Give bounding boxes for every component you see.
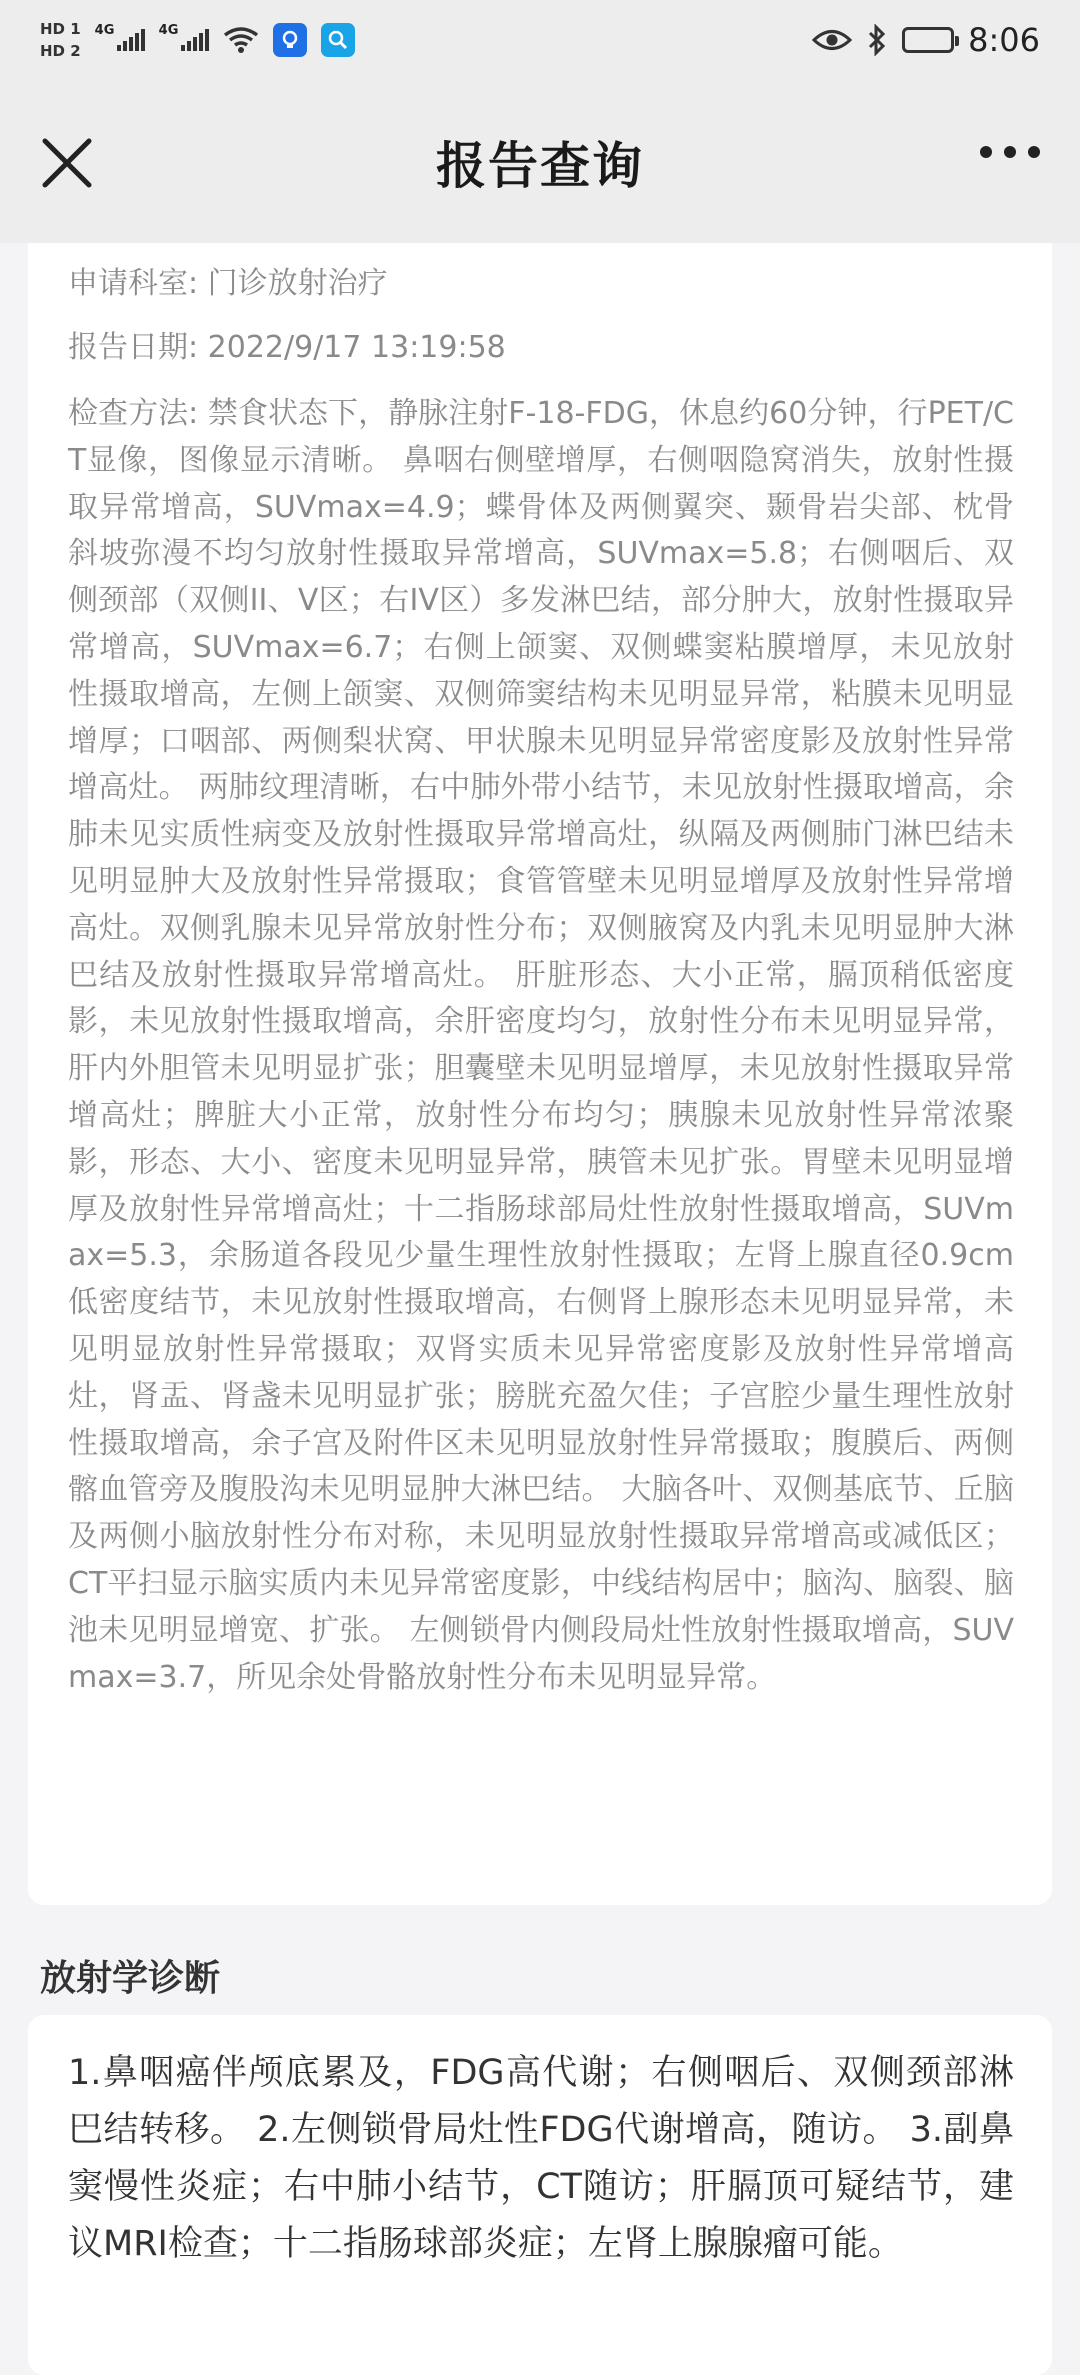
signal-1-icon [94, 23, 145, 51]
close-icon[interactable] [40, 136, 94, 190]
signal-2-icon [158, 23, 209, 51]
signal-2-label: 4G [158, 23, 179, 38]
page-title: 报告查询 [436, 136, 644, 195]
status-time: 8:06 [968, 21, 1040, 59]
diagnosis-card [28, 2015, 1052, 2375]
nav-bar [0, 80, 1080, 243]
status-right [812, 21, 1040, 59]
wifi-icon [223, 26, 259, 54]
hd1-badge: HD 1 [40, 20, 81, 38]
department-label: 申请科室: [68, 266, 199, 301]
bluetooth-icon [866, 24, 888, 56]
diagnosis-section-title: 放射学诊断 [40, 1958, 221, 1999]
more-icon[interactable] [980, 146, 1040, 158]
department-value: 门诊放射治疗 [207, 266, 388, 301]
diagnosis-text: 1.鼻咽癌伴颅底累及，FDG高代谢；右侧咽后、双侧颈部淋巴结转移。 2.左侧锁骨局灶性FDG代谢增高，随访。 3.副鼻窦慢性炎症；右中肺小结节，CT随访；肝膈顶可疑结节，建议MRI检查；十二指肠球部炎症；左肾上腺腺瘤可能。 [68, 2053, 1014, 2264]
eye-icon [812, 27, 852, 53]
exam-method-label: 检查方法: [68, 396, 199, 431]
search-app-icon [321, 23, 355, 57]
exam-method-body: 禁食状态下，静脉注射F-18-FDG，休息约60分钟，行PET/CT显像，图像显示清晰。 鼻咽右侧壁增厚，右侧咽隐窝消失，放射性摄取异常增高，SUVmax=4.9；蝶骨体及两侧翼突、颞骨岩尖部、枕骨斜坡弥漫不均匀放射性摄取异常增高，SUVmax=5.8；右侧咽后、双侧颈部（双侧II、V区；右IV区）多发淋巴结，部分肿大，放射性摄取异常增高，SUVmax=6.7；右侧上颌窦、双侧蝶窦粘膜增厚，未见放射性摄取增高，左侧上颌窦、双侧筛窦结构未见明显异常，粘膜未见明显增厚；口咽部、两侧梨状窝、甲状腺未见明显异常密度影及放射性异常增高灶。 两肺纹理清晰，右中肺外带小结节，未见放射性摄取增高，余肺未见实质性病变及放射性摄取异常增高灶，纵隔及两侧肺门淋巴结未见明显肿大及放射性异常摄取；食管管壁未见明显增厚及放射性异常增高灶。双侧乳腺未见异常放射性分布；双侧腋窝及内乳未见明显肿大淋巴结及放射性摄取异常增高灶。 肝脏形态、大小正常，膈顶稍低密度影，未见放射性摄取增高，余肝密度均匀，放射性分布未见明显异常，肝内外胆管未见明显扩张；胆囊壁未见明显增厚，未见放射性摄取异常增高灶；脾脏大小正常，放射性分布均匀；胰腺未见放射性异常浓聚影，形态、大小、密度未见明显异常，胰管未见扩张。胃壁未见明显增厚及放射性异常增高灶；十二指肠球部局灶性放射性摄取增高，SUVmax=5.3，余肠道各段见少量生理性放射性摄取；左肾上腺直径0.9cm低密度结节，未见放射性摄取增高，右侧肾上腺形态未见明显异常，未见明显放射性异常摄取；双肾实质未见异常密度影及放射性异常增高灶，肾盂、肾盏未见明显扩张；膀胱充盈欠佳；子宫腔少量生理性放射性摄取增高，余子宫及附件区未见明显放射性异常摄取；腹膜后、两侧髂血管旁及腹股沟未见明显肿大淋巴结。 大脑各叶、双侧基底节、丘脑及两侧小脑放射性分布对称，未见明显放射性摄取异常增高或减低区；CT平扫显示脑实质内未见异常密度影，中线结构居中；脑沟、脑裂、脑池未见明显增宽、扩张。 左侧锁骨内侧段局灶性放射性摄取增高，SUVmax=3.7，所见余处骨骼放射性分布未见明显异常。 [68, 396, 1014, 1695]
report-date-value: 2022/9/17 13:19:58 [207, 330, 506, 365]
report-date-label: 报告日期: [68, 330, 199, 365]
bulb-app-icon [273, 23, 307, 57]
more-dot [980, 146, 992, 158]
signal-1-label: 4G [94, 23, 115, 38]
report-date-row [68, 327, 1014, 369]
report-detail-card [28, 243, 1052, 1905]
status-left [40, 20, 355, 60]
battery-icon [902, 27, 954, 53]
status-bar [0, 0, 1080, 80]
hd2-badge: HD 2 [40, 42, 81, 60]
exam-method-text [68, 391, 1014, 1701]
more-dot [1028, 146, 1040, 158]
hd-indicators [40, 20, 81, 60]
more-dot [1004, 146, 1016, 158]
department-row [68, 263, 1014, 305]
